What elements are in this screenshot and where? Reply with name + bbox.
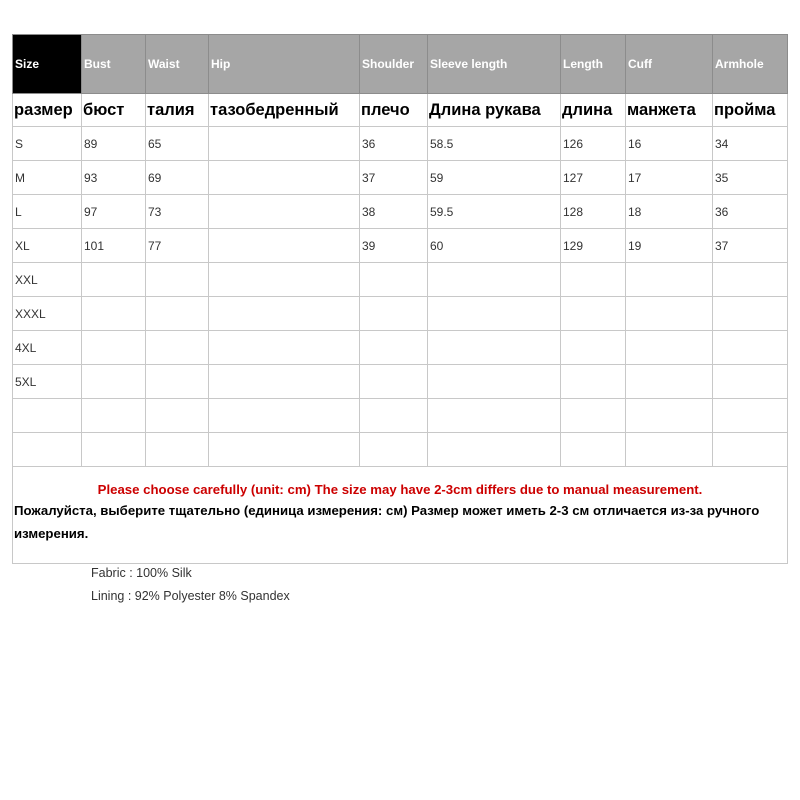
table-cell [428, 399, 561, 433]
table-cell: XL [13, 229, 82, 263]
header-cell: манжета [626, 94, 713, 127]
lining-composition: Lining : 92% Polyester 8% Spandex [91, 589, 290, 603]
table-cell [626, 433, 713, 467]
table-cell [713, 433, 788, 467]
table-cell: 16 [626, 127, 713, 161]
header-cell: Bust [82, 35, 146, 94]
table-cell: 39 [360, 229, 428, 263]
table-cell: 97 [82, 195, 146, 229]
table-cell [146, 433, 209, 467]
header-cell: пройма [713, 94, 788, 127]
note-russian: Пожалуйста, выберите тщательно (единица измерения: см) Размер может иметь 2-3 см отличается из-за ручного измерения. [14, 503, 760, 541]
size-chart-table [12, 34, 788, 564]
table-row [13, 229, 788, 263]
header-cell: Length [561, 35, 626, 94]
table-row [13, 365, 788, 399]
table-cell [146, 365, 209, 399]
table-cell [82, 433, 146, 467]
header-cell: размер [13, 94, 82, 127]
table-cell [82, 365, 146, 399]
header-cell: Armhole [713, 35, 788, 94]
table-cell: 38 [360, 195, 428, 229]
table-row [13, 331, 788, 365]
table-cell [428, 365, 561, 399]
table-cell [713, 331, 788, 365]
table-cell [209, 297, 360, 331]
table-cell [82, 399, 146, 433]
header-cell: Sleeve length [428, 35, 561, 94]
table-row [13, 161, 788, 195]
table-cell: 36 [360, 127, 428, 161]
table-cell: 4XL [13, 331, 82, 365]
table-cell: XXXL [13, 297, 82, 331]
table-cell [146, 331, 209, 365]
note-row [13, 467, 788, 564]
table-cell [209, 399, 360, 433]
header-cell: Cuff [626, 35, 713, 94]
table-cell [561, 297, 626, 331]
header-row-en [13, 35, 788, 94]
table-cell: 18 [626, 195, 713, 229]
table-cell [428, 263, 561, 297]
fabric-composition: Fabric : 100% Silk [91, 566, 192, 580]
note-english: Please choose carefully (unit: cm) The size may have 2-3cm differs due to manual measurement. [97, 482, 703, 497]
header-cell: Shoulder [360, 35, 428, 94]
table-cell [561, 331, 626, 365]
table-cell: M [13, 161, 82, 195]
table-cell [360, 365, 428, 399]
table-cell [82, 297, 146, 331]
table-cell: 65 [146, 127, 209, 161]
note-cell [13, 467, 788, 564]
header-cell: Size [13, 35, 82, 94]
table-cell: S [13, 127, 82, 161]
table-cell [360, 331, 428, 365]
table-cell [428, 297, 561, 331]
table-cell [360, 399, 428, 433]
table-cell [146, 263, 209, 297]
table-cell: 128 [561, 195, 626, 229]
table-cell [82, 263, 146, 297]
table-cell [713, 365, 788, 399]
table-cell [713, 297, 788, 331]
table-row [13, 127, 788, 161]
table-cell: 37 [713, 229, 788, 263]
table-cell: 93 [82, 161, 146, 195]
table-cell [713, 263, 788, 297]
table-cell: 59.5 [428, 195, 561, 229]
header-cell: талия [146, 94, 209, 127]
table-cell: 5XL [13, 365, 82, 399]
table-cell [626, 365, 713, 399]
table-cell [209, 331, 360, 365]
table-cell [713, 399, 788, 433]
table-cell [626, 263, 713, 297]
table-cell [561, 399, 626, 433]
header-cell: тазобедренный [209, 94, 360, 127]
table-cell: 77 [146, 229, 209, 263]
header-cell: плечо [360, 94, 428, 127]
table-cell [209, 229, 360, 263]
table-cell [209, 161, 360, 195]
header-cell: Waist [146, 35, 209, 94]
table-cell: 73 [146, 195, 209, 229]
table-row [13, 433, 788, 467]
header-cell: бюст [82, 94, 146, 127]
table-cell [360, 297, 428, 331]
table-cell [209, 263, 360, 297]
table-cell: 89 [82, 127, 146, 161]
table-cell [626, 331, 713, 365]
table-cell: 126 [561, 127, 626, 161]
table-cell: 69 [146, 161, 209, 195]
table-cell: 59 [428, 161, 561, 195]
table-cell [209, 195, 360, 229]
table-row [13, 195, 788, 229]
header-cell: Длина рукава [428, 94, 561, 127]
table-cell: XXL [13, 263, 82, 297]
table-cell [626, 297, 713, 331]
table-row [13, 399, 788, 433]
table-cell [13, 433, 82, 467]
table-row [13, 297, 788, 331]
table-cell: 34 [713, 127, 788, 161]
table-cell [428, 331, 561, 365]
table-cell [428, 433, 561, 467]
table-cell [209, 433, 360, 467]
table-cell [360, 433, 428, 467]
table-cell: 129 [561, 229, 626, 263]
table-cell [626, 399, 713, 433]
table-cell: 101 [82, 229, 146, 263]
table-cell: 17 [626, 161, 713, 195]
table-cell [82, 331, 146, 365]
table-cell [360, 263, 428, 297]
table-row [13, 263, 788, 297]
table-cell: 58.5 [428, 127, 561, 161]
table-cell [209, 365, 360, 399]
table-cell: 60 [428, 229, 561, 263]
header-cell: Hip [209, 35, 360, 94]
header-row-ru [13, 94, 788, 127]
table-cell [13, 399, 82, 433]
table-cell: 19 [626, 229, 713, 263]
header-cell: длина [561, 94, 626, 127]
table-cell: 127 [561, 161, 626, 195]
table-cell [561, 433, 626, 467]
table-cell [146, 297, 209, 331]
table-cell [146, 399, 209, 433]
table-cell: 37 [360, 161, 428, 195]
table-cell [561, 263, 626, 297]
table-cell: 36 [713, 195, 788, 229]
table-cell: 35 [713, 161, 788, 195]
table-cell: L [13, 195, 82, 229]
table-cell [561, 365, 626, 399]
table-cell [209, 127, 360, 161]
